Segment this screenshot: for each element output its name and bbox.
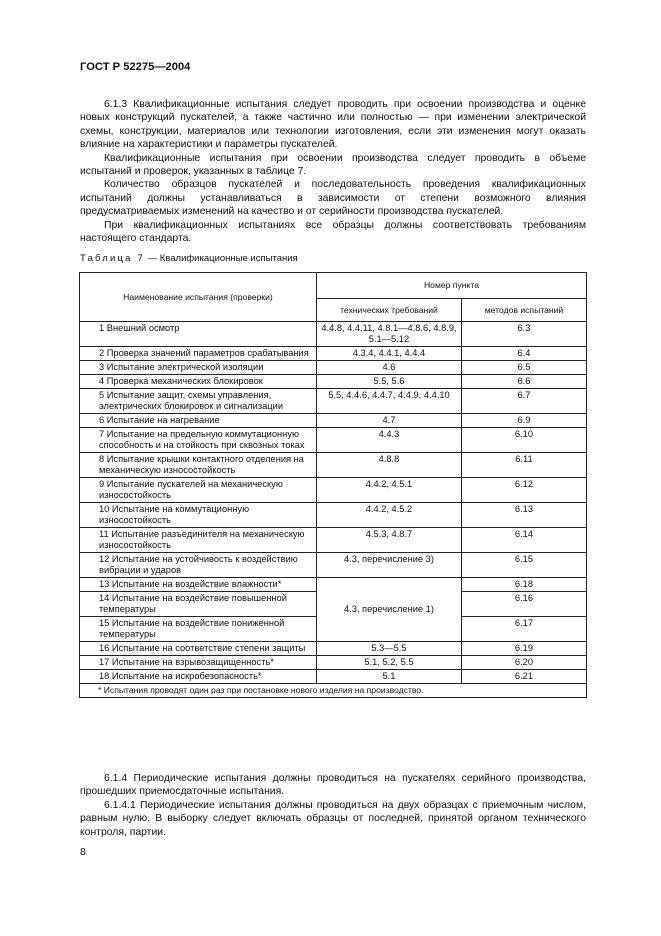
test-name: 14 Испытание на воздействие повышенной температуры: [99, 593, 287, 614]
column-header-tech: технических требований: [316, 299, 461, 322]
document-code: ГОСТ Р 52275—2004: [80, 61, 191, 73]
tech-clause: 5.5, 5.6: [316, 375, 461, 389]
paragraph-6-1-3: 6.1.3 Квалификационные испытания следует проводить при освоении производства и оценке новых конструкций пускателей, а также частично или полностью — при изменении электрической схемы, конструкции, материалов или технологии изготовления, если эти изменения могут оказать влияние на характеристики и параметры пускателей.: [80, 99, 586, 151]
qualification-tests-table: [79, 272, 587, 698]
tech-clause: 4.3, перечисление 3): [316, 553, 461, 578]
test-name: 5 Испытание защит, схемы управления, электрических блокировок и сигнализации: [99, 390, 284, 411]
tech-clause: 4.3, перечисление 1): [316, 578, 461, 642]
table-row: [80, 670, 587, 684]
tech-clause: 4.7: [316, 414, 461, 428]
test-name: 17 Испытание на взрывозащищенность*: [99, 657, 274, 667]
method-clause: 6.19: [461, 642, 586, 656]
method-clause: 6.17: [461, 617, 586, 642]
test-name: 13 Испытание на воздействие влажности*: [99, 579, 282, 589]
table-row: [80, 347, 587, 361]
test-name: 11 Испытание разъединителя на механическую износостойкость: [99, 529, 305, 550]
test-name: 18 Испытание на искробезопасность*: [99, 671, 262, 681]
method-clause: 6.6: [461, 375, 586, 389]
method-clause: 6.13: [461, 503, 586, 528]
table-caption: [80, 252, 298, 265]
test-name: 6 Испытание на нагревание: [99, 415, 220, 425]
method-clause: 6.14: [461, 528, 586, 553]
method-clause: 6.11: [461, 453, 586, 478]
table-footnote: * Испытания проводят один раз при постановке нового изделия на производство.: [80, 684, 587, 698]
table-row: [80, 375, 587, 389]
tech-clause: 4.4.3: [316, 428, 461, 453]
method-clause: 6.5: [461, 361, 586, 375]
paragraph-scope: Квалификационные испытания при освоении производства следует проводить в объеме испытаний и проверок, указанных в таблице 7.: [80, 152, 586, 178]
paragraph-requirements: При квалификационных испытаниях все образцы должны соответствовать требованиям настоящего стандарта.: [80, 219, 586, 245]
intro-section: [80, 98, 586, 245]
test-name: 4 Проверка механических блокировок: [99, 376, 263, 386]
paragraph-6-1-4-1: 6.1.4.1 Периодические испытания должны проводиться на двух образцах с приемочным числом, равным нулю. В выборку следует включать образцы от последней, принятой органом технического контроля, партии.: [80, 799, 586, 838]
table-row: [80, 578, 587, 592]
column-header-name: Наименование испытания (проверки): [80, 273, 317, 322]
test-name: 10 Испытание на коммутационную износостойкость: [99, 504, 250, 525]
test-name: 3 Испытание электрической изоляции: [99, 362, 264, 372]
outro-section: [80, 772, 586, 839]
tech-clause: 4.4.2, 4.5.2: [316, 503, 461, 528]
test-name: 8 Испытание крышки контактного отделения на механическую износостойкость: [99, 454, 304, 475]
table-row: [80, 453, 587, 478]
method-clause: 6.10: [461, 428, 586, 453]
table-row: [80, 322, 587, 347]
method-clause: 6.18: [461, 578, 586, 592]
test-name: 9 Испытание пускателей на механическую износостойкость: [99, 479, 283, 500]
column-header-method: методов испытаний: [461, 299, 586, 322]
test-name: 16 Испытание на соответствие степени защиты: [99, 643, 306, 653]
test-name: 15 Испытание на воздействие пониженной температуры: [99, 618, 285, 639]
table-row: [80, 414, 587, 428]
tech-clause: 4.8.8: [316, 453, 461, 478]
tech-clause: 4.6: [316, 361, 461, 375]
test-name: 2 Проверка значений параметров срабатывания: [99, 348, 309, 358]
column-header-group: Номер пункта: [316, 273, 586, 299]
tech-clause: 4.3.4, 4.4.1, 4.4.4: [316, 347, 461, 361]
table-row: [80, 642, 587, 656]
method-clause: 6.21: [461, 670, 586, 684]
method-clause: 6.20: [461, 656, 586, 670]
table-row: [80, 389, 587, 414]
paragraph-6-1-4: 6.1.4 Периодические испытания должны проводиться на пускателях серийного производства, прошедших приемосдаточные испытания.: [80, 773, 586, 798]
tech-clause: 5.1: [316, 670, 461, 684]
table-row: [80, 478, 587, 503]
table-row: [80, 656, 587, 670]
page-number: 8: [80, 847, 86, 858]
table-footnote-row: [80, 684, 587, 698]
test-name: 7 Испытание на предельную коммутационную способность и на стойкость при сквозных токах: [99, 429, 305, 450]
table-row: [80, 553, 587, 578]
tech-clause: 4.4.8, 4.4.11, 4.8.1—4.8.6, 4.8.9, 5.1—5.12: [316, 322, 461, 347]
method-clause: 6.15: [461, 553, 586, 578]
method-clause: 6.7: [461, 389, 586, 414]
tech-clause: 5.3—5.5: [316, 642, 461, 656]
tech-clause: 4.5.3, 4.8.7: [316, 528, 461, 553]
method-clause: 6.3: [461, 322, 586, 347]
method-clause: 6.16: [461, 592, 586, 617]
table-row: [80, 361, 587, 375]
test-name: 12 Испытание на устойчивость к воздействию вибрации и ударов: [99, 554, 298, 575]
table-caption-prefix: Таблица 7: [80, 253, 145, 264]
tech-clause: 4.4.2, 4.5.1: [316, 478, 461, 503]
table-caption-title: — Квалификационные испытания: [144, 253, 298, 264]
table-row: [80, 528, 587, 553]
method-clause: 6.4: [461, 347, 586, 361]
table-row: [80, 428, 587, 453]
method-clause: 6.12: [461, 478, 586, 503]
tech-clause: 5.1, 5.2, 5.5: [316, 656, 461, 670]
test-name: 1 Внешний осмотр: [99, 323, 180, 333]
table-row: [80, 503, 587, 528]
paragraph-samples: Количество образцов пускателей и последовательность проведения квалификационных испытаний должны устанавливаться в зависимости от степени возможного влияния предусматриваемых изменений на качество и от серийности производства пускателей.: [80, 179, 586, 218]
tech-clause: 5.5, 4.4.6, 4.4.7, 4.4.9, 4.4.10: [316, 389, 461, 414]
method-clause: 6.9: [461, 414, 586, 428]
